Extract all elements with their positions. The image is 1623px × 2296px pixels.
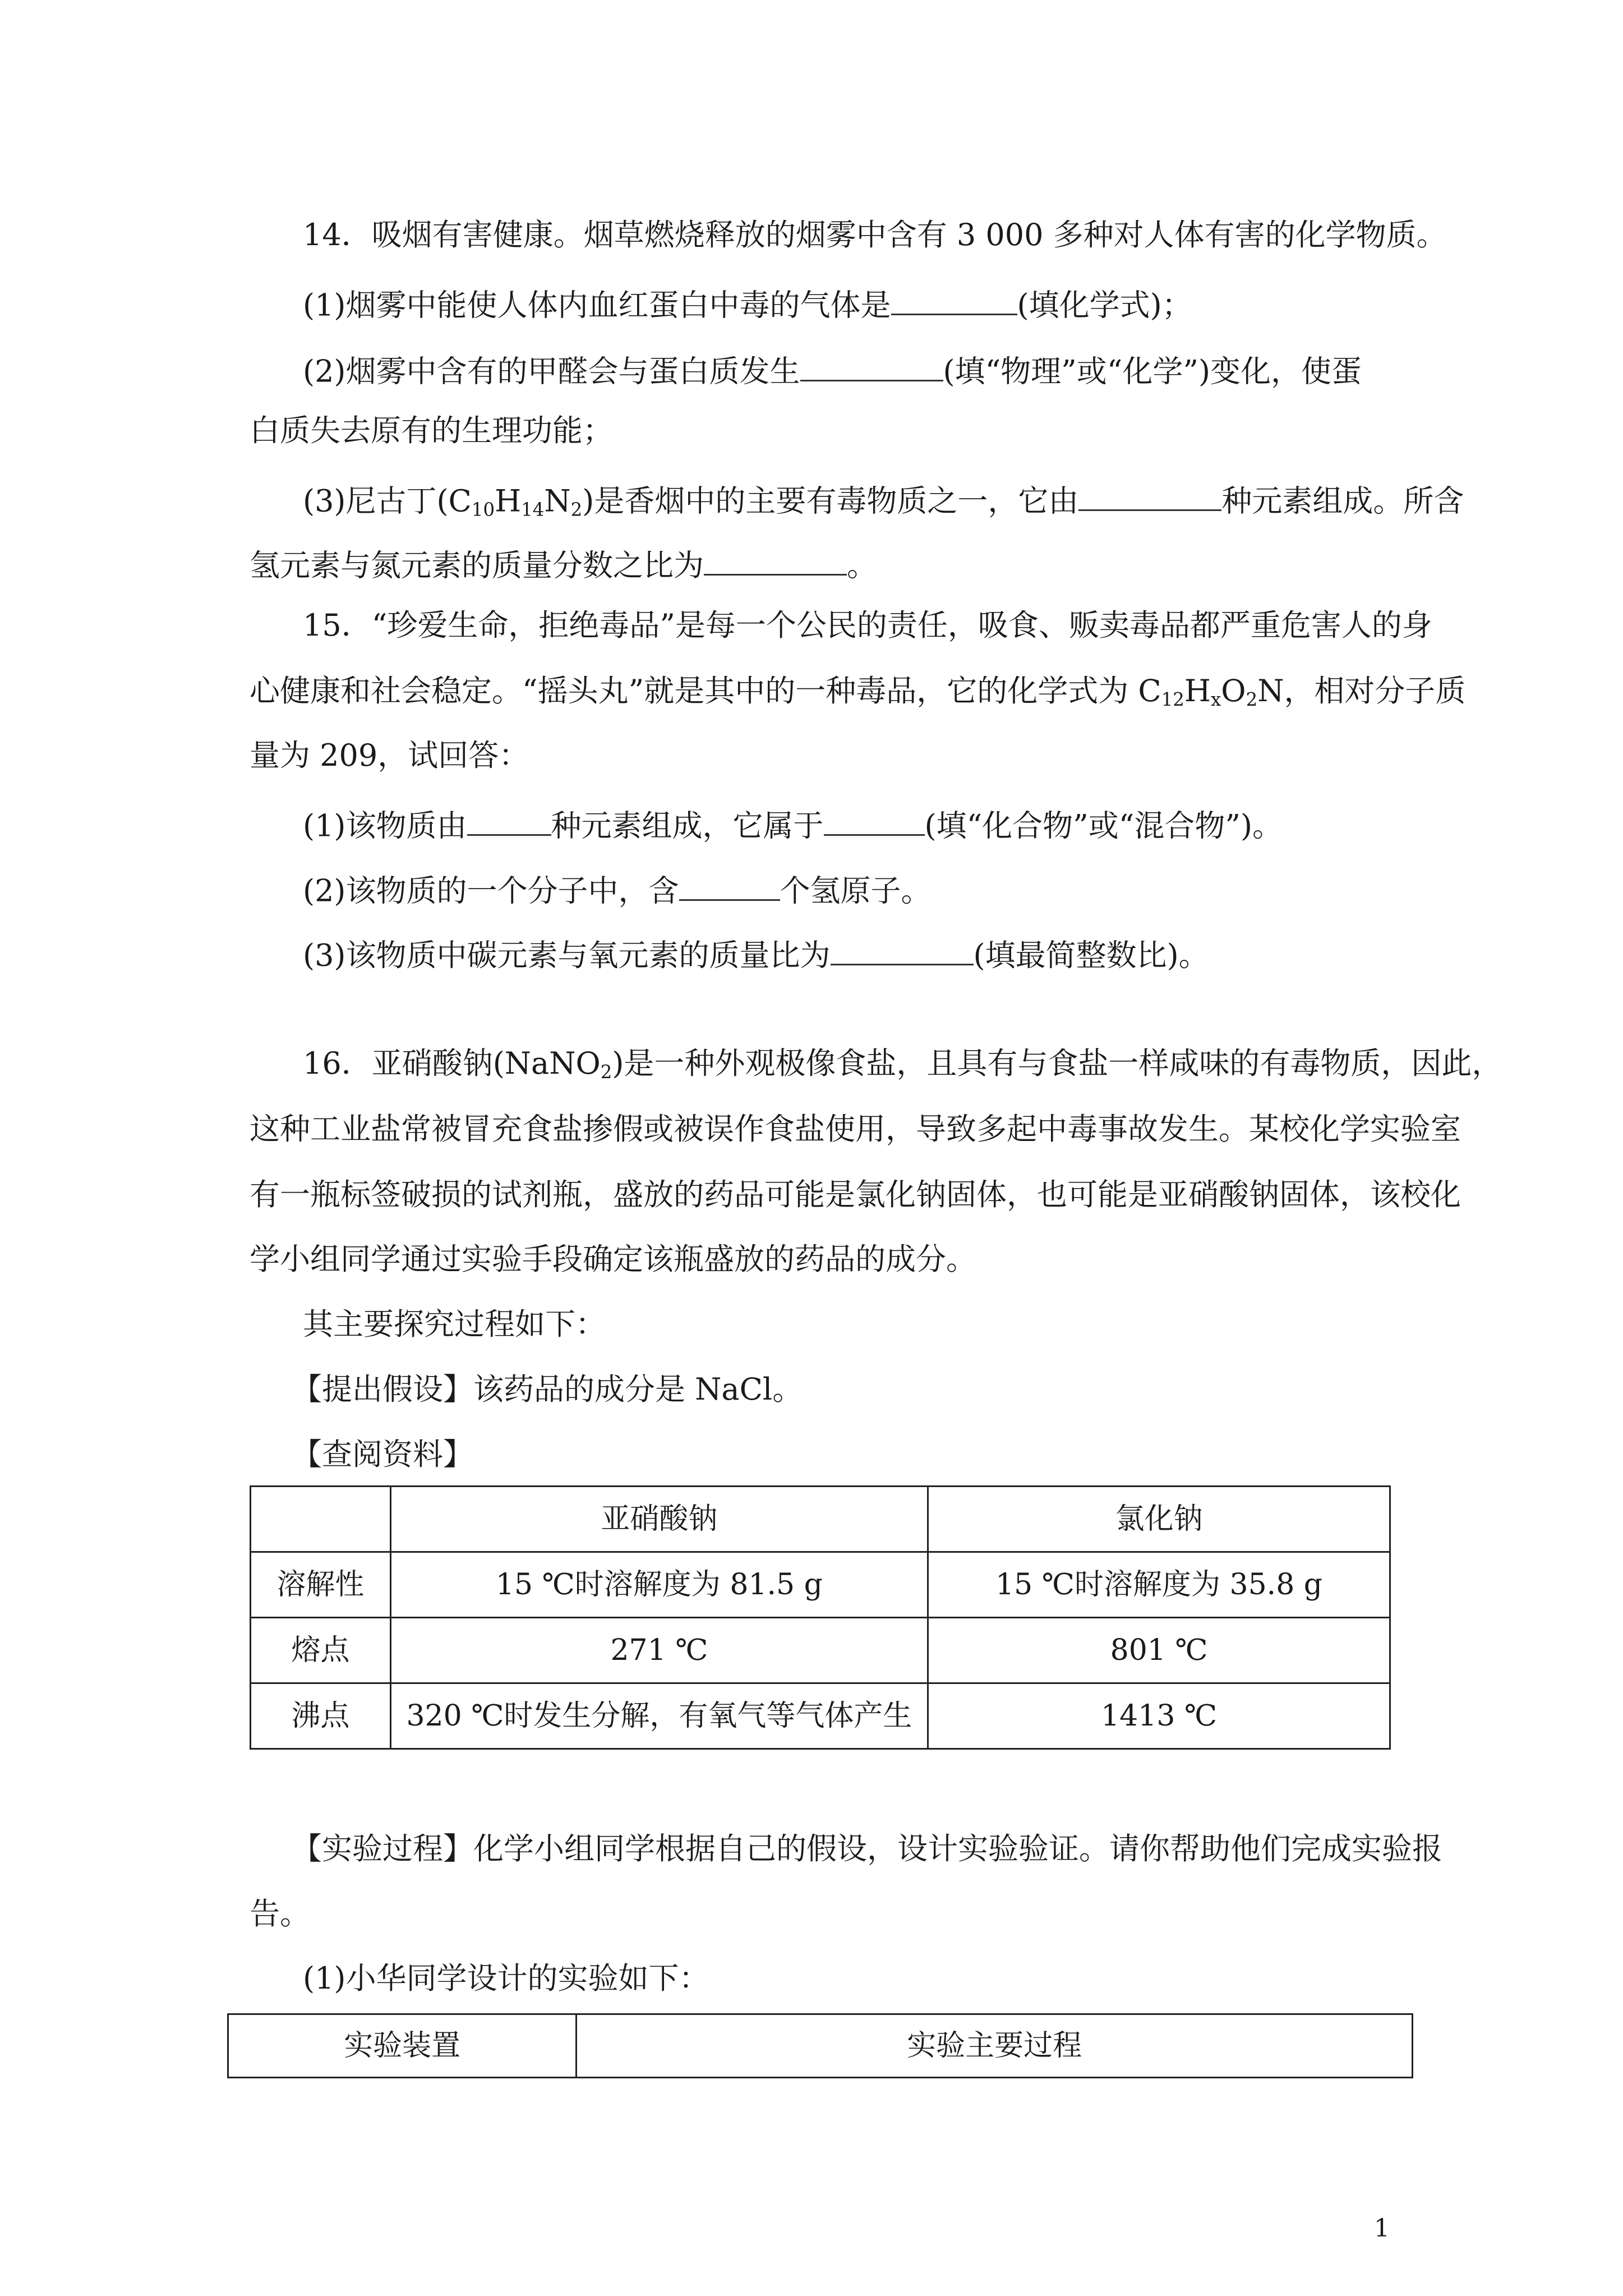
subscript: 2: [570, 499, 583, 521]
q15-sub1-text: (1)该物质由: [303, 808, 467, 844]
q16-line4: 学小组同学通过实验手段确定该瓶盛放的药品的成分。: [250, 1241, 976, 1277]
formula-element: N: [544, 483, 571, 519]
table-cell: 15 ℃时溶解度为 81.5 g: [390, 1552, 928, 1618]
subscript: 14: [521, 499, 545, 521]
table-cell: 沸点: [251, 1683, 391, 1749]
q15-sub1-hint: (填“化合物”或“混合物”)。: [924, 808, 1283, 844]
q14-part3: [303, 481, 1464, 521]
page-number: 1: [1374, 2214, 1390, 2243]
q15-line3: 量为 209，试回答：: [250, 738, 529, 773]
q14-part3-end: 。: [847, 547, 877, 583]
q14-part3-tail: 种元素组成。所含: [1221, 483, 1464, 519]
table-header-cell: [251, 1487, 391, 1552]
q15-sub3: [303, 935, 1209, 973]
q16-line1: [303, 1046, 1502, 1083]
subscript: 12: [1161, 689, 1184, 711]
q14-intro: 14．吸烟有害健康。烟草燃烧释放的烟雾中含有 3 000 多种对人体有害的化学物质。: [303, 217, 1447, 252]
q14-part3-cont-text: 氢元素与氮元素的质量分数之比为: [250, 547, 704, 583]
q16-line5: 其主要探究过程如下：: [303, 1306, 606, 1342]
q15-sub2-tail: 个氢原子。: [780, 873, 932, 909]
formula-element: H: [495, 483, 522, 519]
q14-part1-hint: (填化学式)；: [1017, 287, 1192, 323]
table-cell: 溶解性: [251, 1552, 391, 1618]
q16-process-cont: 告。: [250, 1896, 310, 1931]
subscript: 2: [1246, 689, 1258, 711]
q15-sub2-text: (2)该物质的一个分子中，含: [303, 873, 679, 909]
experiment-table: [227, 2013, 1413, 2078]
q15-sub2: [303, 871, 932, 909]
q15-line2-text: 心健康和社会稳定。“摇头丸”就是其中的一种毒品，它的化学式为 C: [250, 673, 1161, 708]
table-cell: 271 ℃: [390, 1618, 928, 1683]
answer-blank[interactable]: [467, 806, 551, 836]
subscript: 10: [471, 499, 495, 521]
table-cell: 320 ℃时发生分解，有氧气等气体产生: [390, 1683, 928, 1749]
q15-sub3-text: (3)该物质中碳元素与氧元素的质量比为: [303, 937, 831, 973]
table-row: [251, 1552, 1390, 1618]
q16-process: 【实验过程】化学小组同学根据自己的假设，设计实验验证。请你帮助他们完成实验报: [292, 1831, 1442, 1866]
table-cell: 熔点: [251, 1618, 391, 1683]
q15-sub3-hint: (填最简整数比)。: [973, 937, 1209, 973]
q14-part3-mid: )是香烟中的主要有毒物质之一，它由: [582, 483, 1079, 519]
formula-element: O: [1221, 673, 1246, 708]
table-cell: 801 ℃: [928, 1618, 1390, 1683]
q16-line1-tail: )是一种外观极像食盐，且具有与食盐一样咸味的有毒物质，因此，: [612, 1046, 1502, 1081]
q14-part3-text: (3)尼古丁(C: [303, 483, 472, 519]
q15-line2-tail: N，相对分子质: [1257, 673, 1466, 708]
subscript: x: [1211, 689, 1221, 711]
answer-blank[interactable]: [800, 351, 943, 381]
properties-table: [250, 1485, 1391, 1750]
q16-line1-text: 16．亚硝酸钠(NaNO: [303, 1046, 601, 1081]
answer-blank[interactable]: [704, 545, 847, 576]
answer-blank[interactable]: [1078, 481, 1221, 511]
q14-part1-text: (1)烟雾中能使人体内血红蛋白中毒的气体是: [303, 287, 891, 323]
q15-line1: 15．“珍爱生命，拒绝毒品”是每一个公民的责任，吸食、贩卖毒品都严重危害人的身: [303, 608, 1432, 643]
answer-blank[interactable]: [891, 285, 1017, 315]
q14-part2: [303, 351, 1362, 389]
q14-part2-text: (2)烟雾中含有的甲醛会与蛋白质发生: [303, 353, 800, 389]
table-header-cell: 实验主要过程: [577, 2014, 1413, 2078]
table-header-row: [228, 2014, 1413, 2078]
q14-part3-cont: [250, 545, 877, 581]
q14-part2-cont: 白质失去原有的生理功能；: [250, 413, 613, 448]
table-header-cell: 氯化钠: [928, 1487, 1390, 1552]
q16-line2: 这种工业盐常被冒充食盐掺假或被误作食盐使用，导致多起中毒事故发生。某校化学实验室: [250, 1111, 1461, 1147]
q16-sub1: (1)小华同学设计的实验如下：: [303, 1961, 709, 1996]
q14-part1: [303, 285, 1192, 323]
table-row: [251, 1618, 1390, 1683]
table-row: [251, 1683, 1390, 1749]
table-header-cell: 实验装置: [228, 2014, 577, 2078]
answer-blank[interactable]: [679, 871, 780, 901]
formula-element: H: [1184, 673, 1211, 708]
q16-line3: 有一瓶标签破损的试剂瓶，盛放的药品可能是氯化钠固体，也可能是亚硝酸钠固体，该校化: [250, 1177, 1461, 1212]
q14-part2-hint: (填“物理”或“化学”)变化，使蛋: [943, 353, 1362, 389]
answer-blank[interactable]: [824, 806, 925, 836]
table-cell: 15 ℃时溶解度为 35.8 g: [928, 1552, 1390, 1618]
table-header-cell: 亚硝酸钠: [390, 1487, 928, 1552]
q15-line2: [250, 673, 1466, 711]
subscript: 2: [600, 1061, 612, 1083]
q16-lookup: 【查阅资料】: [292, 1437, 473, 1472]
answer-blank[interactable]: [831, 935, 974, 965]
q15-sub1: [303, 806, 1283, 844]
q15-sub1-mid: 种元素组成，它属于: [551, 808, 824, 844]
table-cell: 1413 ℃: [928, 1683, 1390, 1749]
q16-hypothesis: 【提出假设】该药品的成分是 NaCl。: [292, 1372, 803, 1407]
table-header-row: [251, 1487, 1390, 1552]
